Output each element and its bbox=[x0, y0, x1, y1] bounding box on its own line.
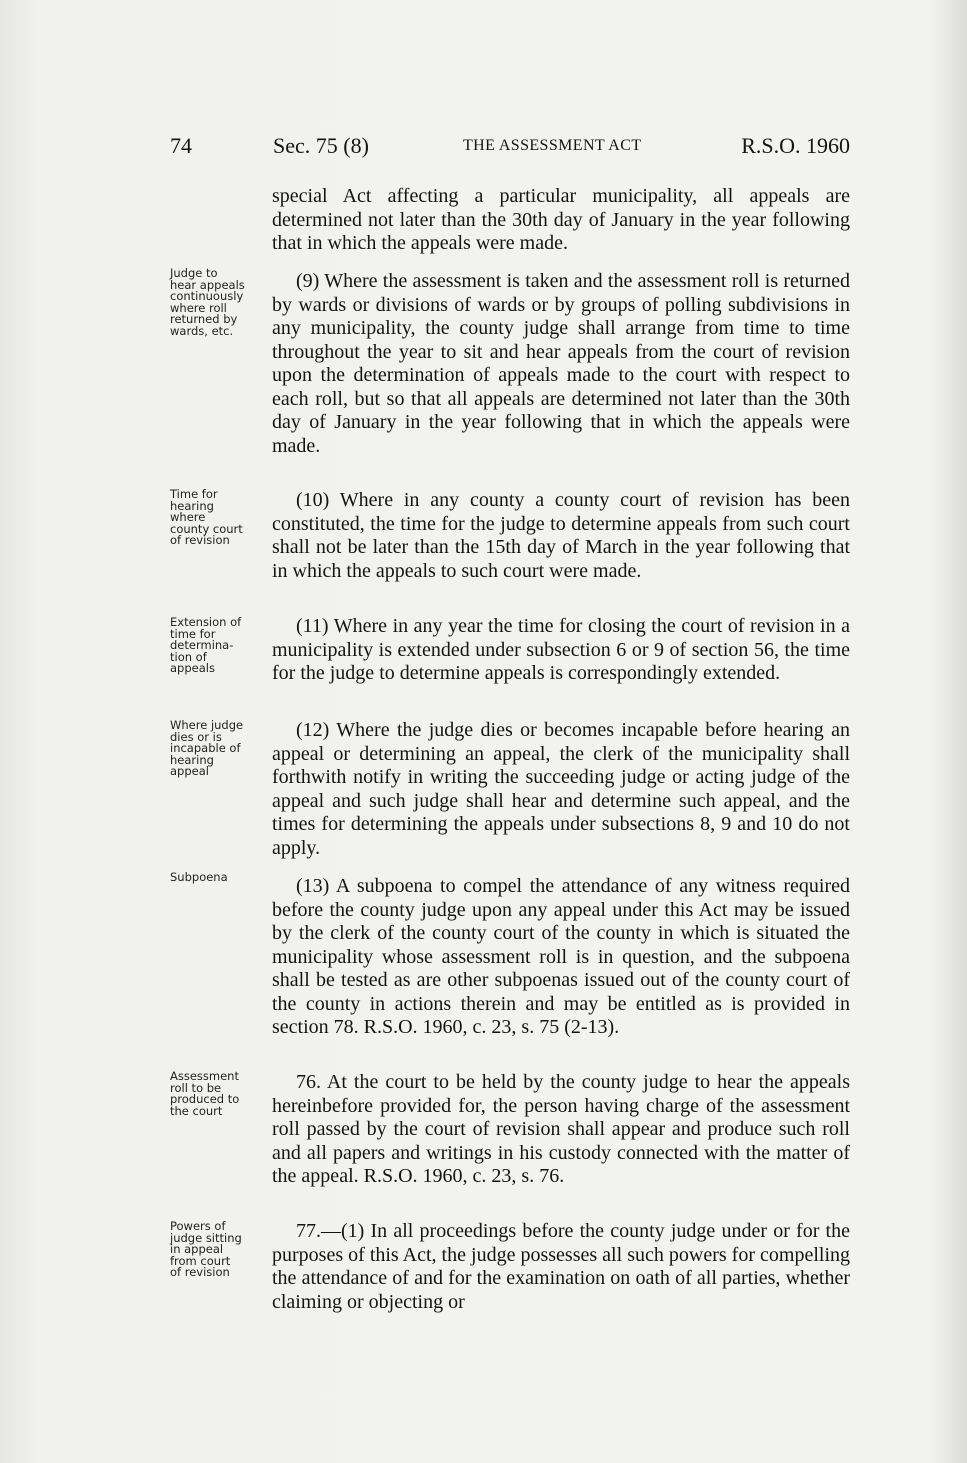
paragraph-8-continued bbox=[272, 185, 850, 256]
subsection-11 bbox=[272, 615, 850, 686]
margin-note-extension-of-time: Extension of time for determina- tion of appeals bbox=[170, 615, 242, 676]
margin-note-powers-of-judge: Powers of judge sitting in appeal from court of revision bbox=[170, 1219, 242, 1280]
paragraph-text: 76. At the court to be held by the county judge to hear the appeals hereinbefore provided for, the person having charge of the assessment roll passed by the court of revision shall appear and produce such roll and all papers and writings in his custody connected with the matter of the appeal. R.S.O. 1960, c. 23, s. 76. bbox=[272, 1071, 850, 1187]
paragraph-text: (13) A subpoena to compel the attendance of any witness required before the county judge upon any appeal under this Act may be issued by the clerk of the county court of the county in which is situated the municipality whose assessment roll is in question, and the subpoena shall be tested as are other subpoenas issued out of the county court of the county in actions therein and may be entitled as is provided in section 78. R.S.O. 1960, c. 23, s. 75 (2-13). bbox=[272, 875, 850, 1038]
running-header bbox=[170, 133, 850, 163]
margin-note-judge-hear-appeals: Judge to hear appeals continuously where roll returned by wards, etc. bbox=[170, 266, 245, 338]
section-reference: Sec. 75 (8) bbox=[273, 133, 369, 158]
paragraph-text: (9) Where the assessment is taken and the assessment roll is returned by wards or divisions of wards or by groups of polling subdivisions in any municipality, the county judge shall arrange from time to time throughout the year to sit and hear appeals from the court of revision upon the determination of appeals made to the court with respect to each roll, but so that all appeals are determined not later than the 30th day of January in the year following that in which the appeals were made. bbox=[272, 270, 850, 457]
paragraph-text: (12) Where the judge dies or becomes incapable before hearing an appeal or determining an appeal, the clerk of the municipality shall forthwith notify in writing the succeeding judge or acting judge of the appeal and such judge shall hear and determine such appeal, and the times for determining the appeals under subsections 8, 9 and 10 do not apply. bbox=[272, 719, 850, 859]
section-76 bbox=[272, 1071, 850, 1189]
subsection-12 bbox=[272, 719, 850, 860]
paragraph-text: (11) Where in any year the time for closing the court of revision in a municipality is extended under subsection 6 or 9 of section 56, the time for the judge to determine appeals is correspondingly extended. bbox=[272, 615, 850, 684]
paragraph-text: (10) Where in any county a county court of revision has been constituted, the time for the judge to determine appeals from such court shall not be later than the 15th day of March in the year following that in which the appeals to such court were made. bbox=[272, 489, 850, 582]
margin-note-where-judge-dies: Where judge dies or is incapable of hearing appeal bbox=[170, 718, 244, 779]
edition-label: R.S.O. 1960 bbox=[741, 133, 850, 158]
margin-note-time-for-hearing: Time for hearing where county court of revision bbox=[170, 487, 243, 548]
subsection-10 bbox=[272, 489, 850, 583]
paragraph-text: special Act affecting a particular municipality, all appeals are determined not later than the 30th day of January in the year following that in which the appeals were made. bbox=[272, 185, 850, 254]
subsection-13 bbox=[272, 875, 850, 1040]
section-77 bbox=[272, 1220, 850, 1314]
paragraph-text: 77.—(1) In all proceedings before the county judge under or for the purposes of this Act, the judge possesses all such powers for compelling the attendance of and for the examination on oath of all parties, whether claiming or objecting or bbox=[272, 1220, 850, 1313]
running-title: THE ASSESSMENT ACT bbox=[463, 137, 642, 154]
margin-note-subpoena: Subpoena bbox=[170, 870, 228, 884]
subsection-9 bbox=[272, 270, 850, 458]
margin-note-assessment-roll: Assessment roll to be produced to the court bbox=[170, 1069, 240, 1118]
page-number: 74 bbox=[170, 133, 192, 158]
